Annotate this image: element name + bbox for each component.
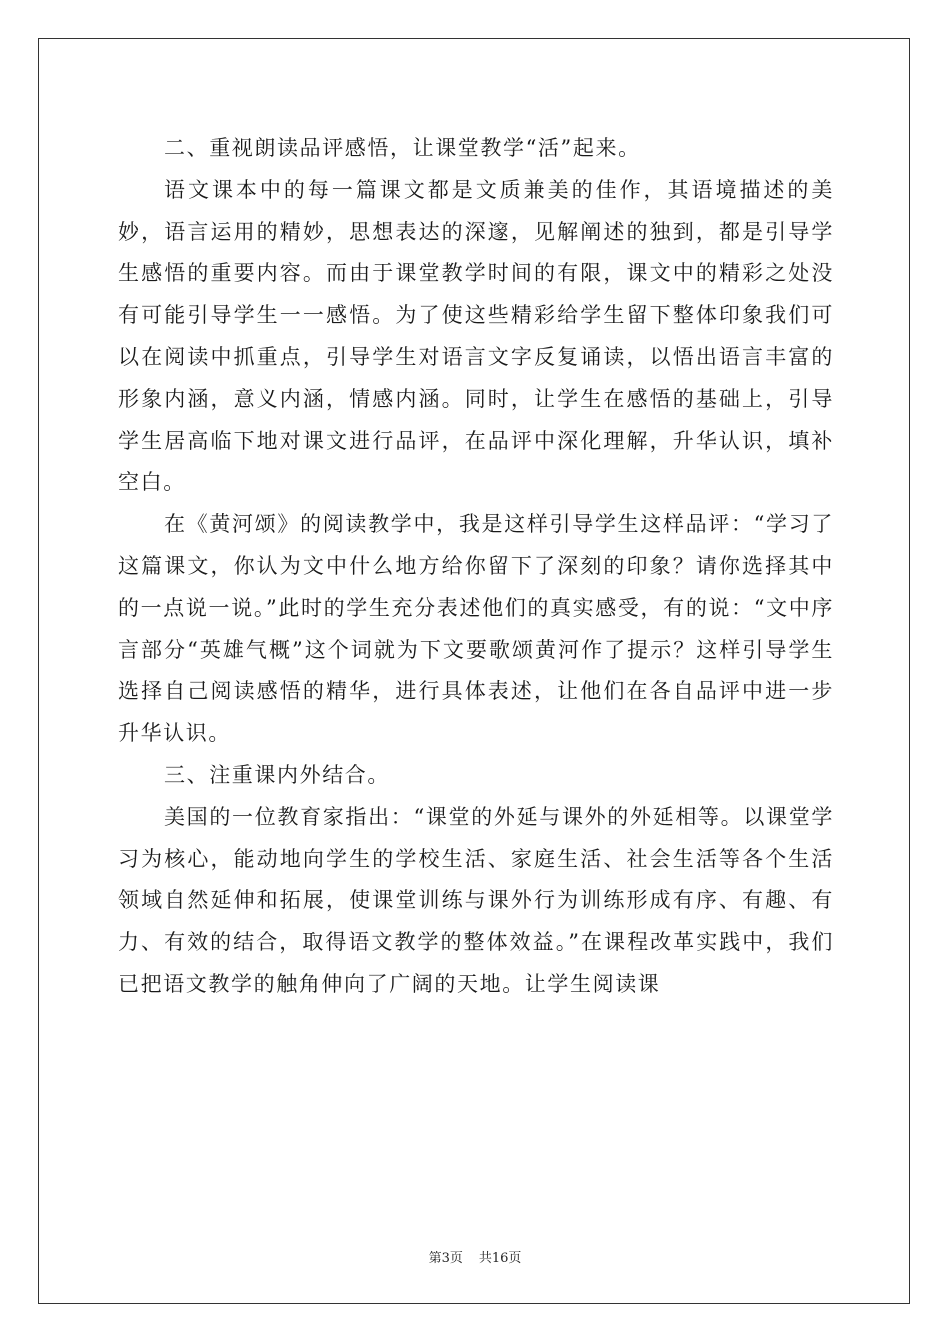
- section-heading-3: 三、注重课内外结合。: [164, 762, 390, 787]
- page-footer: [0, 1247, 950, 1266]
- paragraph: 美国的一位教育家指出：“课堂的外延与课外的外延相等。以课堂学习为核心，能动地向学生的学校生活、家庭生活、社会生活等各个生活领域自然延伸和拓展，使课堂训练与课外行为训练形成有序、有趣、有力、有效的结合，取得语文教学的整体效益。”在课程改革实践中，我们已把语文教学的触角伸向了广阔的天地。让学生阅读课: [118, 804, 834, 996]
- paragraph: 在《黄河颂》的阅读教学中，我是这样引导学生这样品评：“学习了这篇课文，你认为文中什么地方给你留下了深刻的印象？请你选择其中的一点说一说。”此时的学生充分表述他们的真实感受，有的说：“文中序言部分“英雄气概”这个词就为下文要歌颂黄河作了提示？这样引导学生选择自己阅读感悟的精华，进行具体表述，让他们在各自品评中进一步升华认识。: [118, 512, 834, 746]
- paragraph: 语文课本中的每一篇课文都是文质兼美的佳作，其语境描述的美妙，语言运用的精妙，思想表达的深邃，见解阐述的独到，都是引导学生感悟的重要内容。而由于课堂教学时间的有限，课文中的精彩之处没有可能引导学生一一感悟。为了使这些精彩给学生留下整体印象我们可以在阅读中抓重点，引导学生对语言文字反复诵读，以悟出语言丰富的形象内涵，意义内涵，情感内涵。同时，让学生在感悟的基础上，引导学生居高临下地对课文进行品评，在品评中深化理解，升华认识，填补空白。: [118, 177, 834, 495]
- total-pages: 共16页: [478, 1251, 522, 1266]
- section-heading-2: 二、重视朗读品评感悟，让课堂教学“活”起来。: [164, 136, 641, 160]
- page-number: 第3页: [428, 1251, 463, 1266]
- document-body: [118, 128, 834, 1006]
